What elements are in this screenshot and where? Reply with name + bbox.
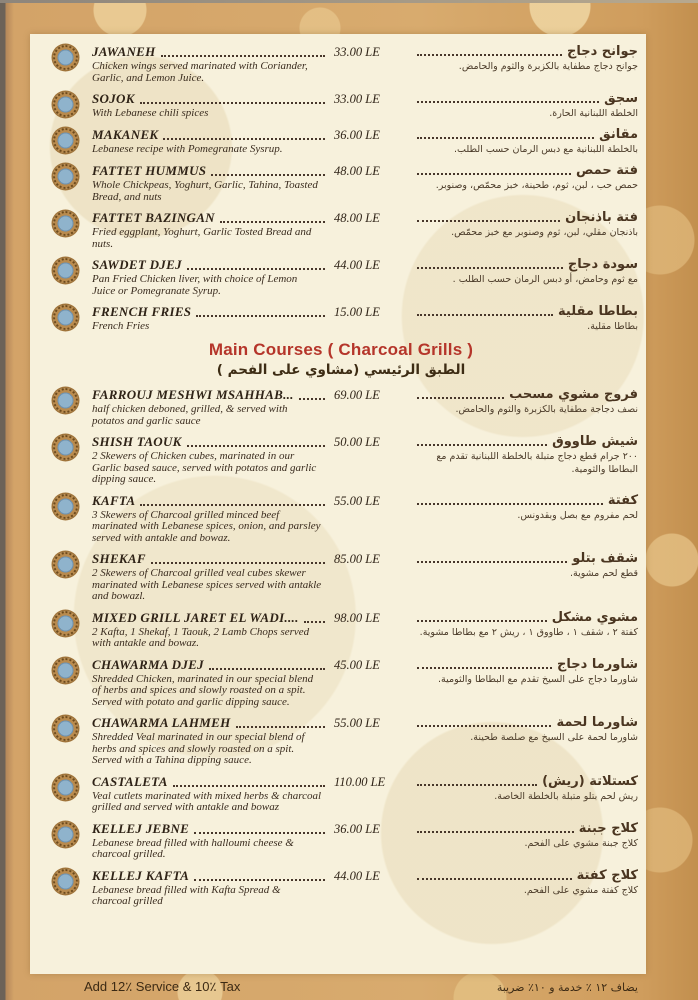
dotted-leader	[163, 138, 325, 140]
item-name-english: KELLEJ JEBNE	[92, 820, 190, 836]
item-description-english: French Fries	[92, 320, 150, 332]
dotted-leader	[196, 315, 325, 317]
item-name-arabic: فتة حمص	[575, 163, 638, 178]
item-arabic-block	[414, 91, 638, 120]
item-price: 36.00 LE	[334, 128, 380, 142]
item-price: 45.00 LE	[334, 657, 380, 672]
dotted-leader	[151, 562, 325, 564]
dotted-leader-arabic	[417, 561, 567, 563]
dotted-leader	[304, 621, 325, 623]
item-arabic-block	[414, 657, 638, 686]
item-english-block	[92, 821, 328, 861]
menu-item-row	[44, 551, 638, 603]
item-english-block	[92, 715, 328, 767]
dotted-leader	[161, 55, 325, 57]
dotted-leader-arabic	[417, 267, 563, 269]
item-name-arabic: مقانق	[599, 127, 638, 142]
item-description-arabic: شاورما دجاج على السيخ تقدم مع البطاطا والثومية.	[438, 673, 638, 685]
restaurant-seal-icon	[53, 435, 78, 460]
item-price: 85.00 LE	[334, 552, 380, 566]
dotted-leader-arabic	[417, 314, 553, 316]
item-english-block	[92, 127, 328, 156]
menu-item-row	[44, 868, 638, 908]
item-english-block	[92, 493, 328, 545]
item-description-arabic: لحم مفروم مع بصل وبقدونس.	[517, 509, 638, 521]
item-name-arabic: شاورما دجاج	[557, 656, 638, 672]
item-description-arabic: ريش لحم بتلو متبلة بالخلطة الخاصة.	[494, 790, 638, 802]
item-arabic-block	[414, 774, 638, 803]
item-price: 110.00 LE	[334, 774, 386, 789]
item-arabic-block	[414, 821, 638, 850]
item-description-english: Pan Fried Chicken liver, with choice of Lemon Juice or Pomegranate Syrup.	[92, 273, 298, 297]
dotted-leader-arabic	[417, 784, 537, 786]
item-arabic-block	[414, 551, 638, 580]
dotted-leader	[194, 879, 325, 881]
item-english-block	[92, 44, 328, 84]
item-english-block	[92, 774, 328, 814]
item-description-english: Fried eggplant, Yoghurt, Garlic Tosted Bread and nuts.	[92, 226, 312, 250]
item-arabic-block	[414, 387, 638, 416]
section-starters	[44, 44, 638, 333]
item-arabic-block	[414, 127, 638, 156]
item-description-arabic: كلاج كفتة مشوي على الفحم.	[523, 884, 638, 896]
section-main-courses	[44, 387, 638, 908]
item-name-arabic: شيش طاووق	[552, 434, 638, 449]
menu-item-row	[44, 774, 638, 814]
item-english-block	[92, 387, 328, 427]
item-description-english: Lebanese bread filled with Kafta Spread & charcoal grilled	[92, 883, 281, 907]
menu-content	[30, 34, 646, 908]
item-name-arabic: كلاج جبنة	[578, 820, 638, 836]
dotted-leader	[140, 504, 325, 506]
item-name-arabic: سودة دجاج	[567, 257, 638, 272]
item-name-english: FATTET BAZINGAN	[92, 210, 215, 225]
item-description-english: Lebanese bread filled with halloumi cheese & charcoal grilled.	[92, 836, 294, 860]
item-price: 33.00 LE	[334, 92, 380, 106]
dotted-leader-arabic	[417, 173, 571, 175]
restaurant-seal-icon	[53, 822, 78, 847]
item-name-arabic: مشوي مشكل	[551, 609, 638, 625]
restaurant-seal-icon	[53, 305, 78, 330]
item-name-arabic: فتة باذنجان	[565, 210, 638, 225]
section-title-english: Main Courses ( Charcoal Grills )	[208, 340, 474, 359]
item-description-arabic: الخلطة اللبنانية الحارة.	[549, 108, 638, 119]
menu-item-row	[44, 821, 638, 861]
item-description-arabic: بطاطا مقلية.	[587, 321, 638, 332]
scan-edge	[0, 0, 698, 3]
item-price: 33.00 LE	[334, 45, 380, 59]
item-name-english: MAKANEK	[92, 127, 159, 142]
restaurant-seal-icon	[53, 716, 78, 741]
item-name-english: FATTET HUMMUS	[92, 163, 207, 178]
item-description-arabic: بالخلطة اللبنانية مع دبس الرمان حسب الطلب.	[454, 144, 638, 155]
item-description-english: With Lebanese chili spices	[92, 107, 209, 119]
item-description-arabic: قطع لحم مشوية.	[569, 568, 638, 579]
item-price: 55.00 LE	[334, 493, 380, 508]
menu-item-row	[44, 434, 638, 486]
dotted-leader-arabic	[417, 137, 594, 139]
restaurant-seal-icon	[53, 92, 78, 117]
restaurant-seal-icon	[53, 388, 78, 413]
item-english-block	[92, 868, 328, 908]
dotted-leader	[187, 445, 325, 447]
item-arabic-block	[414, 257, 638, 286]
item-name-english: SOJOK	[92, 91, 135, 106]
item-name-arabic: شقف بتلو	[572, 551, 638, 566]
dotted-leader	[236, 726, 325, 728]
section-title-arabic: الطبق الرئيسي (مشاوي على الفحم )	[216, 362, 466, 378]
dotted-leader-arabic	[417, 725, 551, 727]
item-name-english: SAWDET DJEJ	[92, 257, 182, 272]
item-name-arabic: بطاطا مقلية	[558, 304, 638, 319]
dotted-leader-arabic	[417, 101, 599, 103]
restaurant-seal-icon	[53, 611, 78, 636]
item-arabic-block	[414, 610, 638, 639]
item-price: 55.00 LE	[334, 716, 380, 730]
menu-item-row	[44, 257, 638, 297]
item-arabic-block	[414, 163, 638, 192]
service-tax-note-english: Add 12٪ Service & 10٪ Tax	[84, 979, 241, 994]
item-english-block	[92, 657, 328, 709]
item-name-arabic: كلاج كفتة	[576, 867, 638, 883]
item-name-arabic: جوانح دجاج	[566, 44, 638, 59]
item-arabic-block	[414, 868, 638, 897]
item-description-arabic: ٢٠٠ جرام قطع دجاج متبلة بالخلطة اللبنانية تقدم مع البطاطا والثومية.	[436, 451, 638, 475]
dotted-leader-arabic	[417, 831, 574, 833]
dotted-leader-arabic	[417, 444, 547, 446]
dotted-leader-arabic	[417, 503, 603, 505]
item-name-english: CASTALETA	[92, 773, 168, 789]
menu-item-row	[44, 304, 638, 333]
item-name-english: MIXED GRILL JARET EL WADI....	[92, 609, 299, 625]
dotted-leader-arabic	[417, 54, 562, 56]
item-description-english: 2 Skewers of Charcoal grilled veal cubes skewer marinated with Lebanese spices served with antakle and bowazl.	[92, 567, 322, 602]
item-name-english: SHISH TAOUK	[92, 434, 182, 449]
item-description-english: half chicken deboned, grilled, & served with potatos and garlic sauce	[92, 403, 288, 427]
dotted-leader	[140, 102, 325, 104]
item-price: 44.00 LE	[334, 868, 380, 883]
dotted-leader-arabic	[417, 620, 547, 622]
item-price: 48.00 LE	[334, 211, 380, 225]
item-description-english: Shredded Veal marinated in our special blend of herbs and spices and slowly roasted on a spit. Served with a Tahina dipping sauce.	[92, 731, 305, 766]
item-english-block	[92, 210, 328, 250]
item-arabic-block	[414, 44, 638, 73]
item-description-english: Chicken wings served marinated with Coriander, Garlic, and Lemon Juice.	[92, 60, 308, 84]
item-description-english: Shredded Chicken, marinated in our special blend of herbs and spices and slowly roasted on a spit. Served with potato and garlic dipping sauce.	[92, 672, 314, 708]
dotted-leader-arabic	[417, 878, 572, 880]
item-description-arabic: كفتة ٢ ، شقف ١ ، طاووق ١ ، ريش ٢ مع بطاطا مشوية.	[419, 626, 638, 638]
restaurant-seal-icon	[53, 658, 78, 683]
restaurant-seal-icon	[53, 128, 78, 153]
item-english-block	[92, 304, 328, 333]
item-description-english: 2 Kafta, 1 Shekaf, 1 Taouk, 2 Lamb Chops served with antakle and bowaz.	[92, 625, 310, 649]
item-description-arabic: نصف دجاجة مطفاية بالكزبرة والثوم والحامض.	[455, 404, 638, 415]
restaurant-seal-icon	[53, 494, 78, 519]
item-price: 48.00 LE	[334, 164, 380, 178]
menu-item-row	[44, 163, 638, 203]
item-name-english: JAWANEH	[92, 44, 156, 59]
item-price: 44.00 LE	[334, 258, 380, 272]
menu-item-row	[44, 610, 638, 650]
menu-item-row	[44, 387, 638, 427]
item-price: 69.00 LE	[334, 388, 380, 402]
item-description-arabic: مع ثوم وحامض، أو دبس الرمان حسب الطلب .	[452, 274, 638, 285]
dotted-leader	[173, 785, 325, 787]
item-name-english: CHAWARMA DJEJ	[92, 656, 204, 672]
item-description-arabic: حمص حب ، لبن، ثوم، طحينة، خبز محمّص، وصنوبر.	[435, 180, 638, 191]
dotted-leader	[209, 668, 325, 670]
item-description-arabic: باذنجان مقلي، لبن، ثوم وصنوبر مع خبز محمّص.	[451, 227, 638, 238]
menu-item-row	[44, 715, 638, 767]
item-english-block	[92, 163, 328, 203]
dotted-leader	[211, 174, 325, 176]
dotted-leader	[220, 221, 325, 223]
item-name-arabic: كفتة	[607, 492, 638, 508]
item-english-block	[92, 91, 328, 120]
menu-inner-page	[30, 34, 646, 974]
item-arabic-block	[414, 304, 638, 333]
restaurant-seal-icon	[53, 775, 78, 800]
item-arabic-block	[414, 434, 638, 476]
menu-item-row	[44, 493, 638, 545]
restaurant-seal-icon	[53, 211, 78, 236]
item-name-english: FRENCH FRIES	[92, 304, 192, 319]
item-description-english: Whole Chickpeas, Yoghurt, Garlic, Tahina, Toasted Bread, and nuts	[92, 179, 318, 203]
item-description-arabic: جوانح دجاج مطفاية بالكزبرة والثوم والحامض.	[458, 61, 638, 72]
item-description-english: 2 Skewers of Chicken cubes, marinated in our Garlic based sauce, served with potatos and garlic dipping sauce.	[92, 450, 317, 485]
item-name-english: KAFTA	[92, 492, 136, 508]
item-description-english: Veal cutlets marinated with mixed herbs & charcoal grilled and served with antakle and bowaz	[92, 789, 322, 813]
dotted-leader	[187, 268, 325, 270]
item-english-block	[92, 257, 328, 297]
item-name-english: KELLEJ KAFTA	[92, 867, 190, 883]
restaurant-seal-icon	[53, 552, 78, 577]
dotted-leader-arabic	[417, 397, 504, 399]
item-name-arabic: فروج مشوي مسحب	[509, 387, 638, 402]
item-name-english: FARROUJ MESHWI MSAHHAB...	[92, 387, 294, 402]
menu-item-row	[44, 127, 638, 156]
item-price: 15.00 LE	[334, 305, 380, 319]
item-name-english: SHEKAF	[92, 551, 146, 566]
restaurant-seal-icon	[53, 45, 78, 70]
item-price: 50.00 LE	[334, 435, 380, 449]
footer-bar	[0, 974, 698, 1000]
item-price: 98.00 LE	[334, 610, 380, 625]
item-price: 36.00 LE	[334, 821, 380, 836]
item-name-arabic: شاورما لحمة	[556, 715, 638, 730]
menu-item-row	[44, 44, 638, 84]
service-tax-note-arabic: يضاف ١٢ ٪ خدمة و ١٠٪ ضريبة	[496, 980, 638, 994]
restaurant-seal-icon	[53, 869, 78, 894]
item-description-arabic: شاورما لحمة على السيخ مع صلصة طحينة.	[470, 732, 638, 743]
item-name-arabic: سجق	[604, 91, 638, 106]
item-description-english: 3 Skewers of Charcoal grilled minced beef marinated with Lebanese spices, onion, and parsley served with antakle and bowaz.	[92, 508, 321, 544]
item-english-block	[92, 434, 328, 486]
item-english-block	[92, 610, 328, 650]
item-description-arabic: كلاج جبنة مشوي على الفحم.	[524, 837, 638, 849]
dotted-leader	[194, 832, 325, 834]
menu-item-row	[44, 91, 638, 120]
item-name-english: CHAWARMA LAHMEH	[92, 715, 231, 730]
item-arabic-block	[414, 715, 638, 744]
restaurant-seal-icon	[53, 258, 78, 283]
menu-item-row	[44, 657, 638, 709]
section-header-main-courses	[44, 340, 638, 378]
item-name-arabic: كستلاتة (ريش)	[542, 773, 638, 789]
menu-item-row	[44, 210, 638, 250]
dotted-leader-arabic	[417, 667, 552, 669]
item-description-english: Lebanese recipe with Pomegranate Sysrup.	[92, 143, 283, 155]
item-english-block	[92, 551, 328, 603]
dotted-leader-arabic	[417, 220, 560, 222]
dotted-leader	[299, 398, 325, 400]
restaurant-seal-icon	[53, 164, 78, 189]
item-arabic-block	[414, 210, 638, 239]
item-arabic-block	[414, 493, 638, 522]
